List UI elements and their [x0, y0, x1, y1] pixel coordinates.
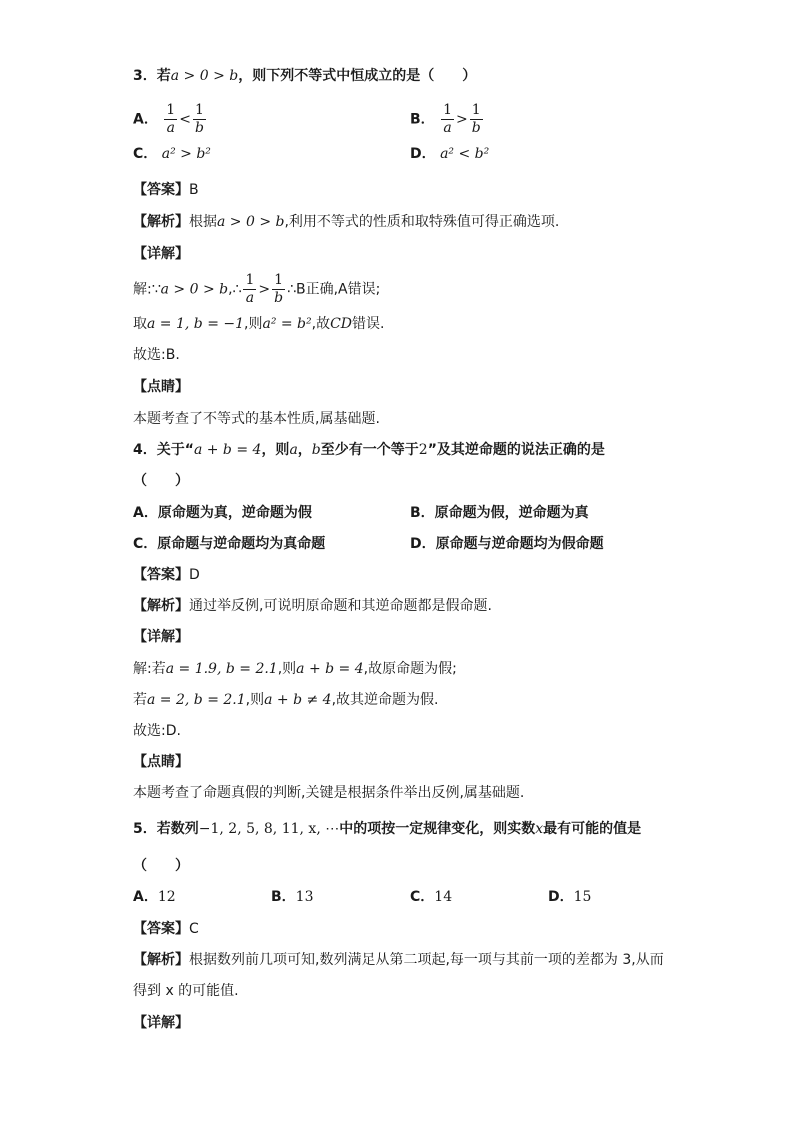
q4-stem-text-b: ，则 — [261, 442, 290, 458]
analysis-text: 得到 x 的可能值. — [133, 983, 239, 999]
q3-option-d — [410, 144, 489, 164]
solution-values: a = 1, b = −1 — [147, 316, 245, 332]
fraction-1-over-a — [164, 102, 177, 137]
fraction-1-over-a — [441, 102, 454, 137]
var-x: x — [535, 821, 544, 837]
q3-condition: a > 0 > b — [170, 68, 239, 84]
answer-value: D — [189, 567, 200, 583]
q5-answer — [133, 919, 199, 939]
q3-number: 3． — [133, 68, 157, 84]
q4-equation: a + b = 4 — [193, 442, 262, 458]
q3-stem — [133, 66, 476, 86]
analysis-tag: 【解析】 — [133, 598, 189, 614]
greater-than-sign: > — [258, 281, 271, 298]
solution-equation: a + b = 4 — [296, 661, 364, 677]
q4-stem — [133, 440, 605, 460]
numerator: 1 — [470, 102, 483, 120]
detail-tag: 【详解】 — [133, 246, 189, 262]
solution-text-c: ,故原命题为假; — [363, 661, 457, 677]
answer-tag: 【答案】 — [133, 567, 189, 583]
q5-sequence: −1, 2, 5, 8, 11, x, ⋯ — [198, 821, 340, 837]
solution-equation: a² = b² — [262, 316, 312, 332]
q4-stem-text-e: ”及其逆命题的说法正确的是 — [427, 442, 605, 458]
q3-option-a — [133, 102, 208, 137]
answer-value: B — [189, 182, 199, 198]
q3-comment — [133, 409, 380, 429]
q4-solution-line-1 — [133, 659, 457, 679]
solution-text-a: 解:若 — [133, 661, 166, 677]
numerator: 1 — [245, 272, 255, 288]
solution-options-cd: CD — [330, 316, 353, 332]
numerator: 1 — [166, 102, 176, 118]
choose-text: 故选:B. — [133, 347, 180, 363]
solution-text-b: ,则 — [277, 661, 297, 677]
analysis-text: 根据数列前几项可知,数列满足从第二项起,每一项与其前一项的差都为 3,从而 — [189, 952, 664, 968]
solution-text-b: ,∴ — [228, 281, 242, 298]
option-label: D． — [548, 889, 574, 905]
q4-option-d — [410, 534, 604, 554]
option-text: B．原命题为假，逆命题为真 — [410, 505, 589, 521]
q5-stem-text-a: 5．若数列 — [133, 821, 199, 837]
answer-paren: （ ） — [133, 473, 189, 489]
q4-detail-tag — [133, 627, 189, 647]
q3-stem-text-a: 若 — [156, 68, 171, 84]
option-label: D． — [410, 146, 436, 162]
denominator: a — [245, 290, 255, 306]
option-value: 13 — [295, 889, 314, 905]
q5-stem-text-c: 最有可能的值是 — [543, 821, 642, 837]
option-label: B． — [410, 111, 435, 128]
q5-stem — [133, 819, 641, 839]
answer-tag: 【答案】 — [133, 182, 189, 198]
denominator: a — [443, 120, 452, 136]
solution-text-c: ∴B正确,A错误; — [287, 281, 381, 298]
answer-tag: 【答案】 — [133, 921, 189, 937]
analysis-text-a: 根据 — [189, 214, 217, 230]
solution-text-c: ,故其逆命题为假. — [331, 692, 439, 708]
q4-option-a — [133, 503, 312, 523]
fraction-1-over-b — [193, 102, 206, 137]
q3-comment-tag — [133, 377, 189, 397]
q5-option-b — [271, 887, 314, 907]
fraction-1-over-a — [243, 272, 256, 307]
q4-solution-line-2 — [133, 690, 439, 710]
option-label: C． — [133, 146, 158, 162]
q5-paren — [133, 856, 189, 876]
q3-option-c — [133, 144, 211, 164]
q4-analysis — [133, 596, 492, 616]
q5-option-d — [548, 887, 591, 907]
q4-answer — [133, 565, 200, 585]
option-value: 15 — [573, 889, 592, 905]
q5-stem-text-b: 中的项按一定规律变化，则实数 — [339, 821, 536, 837]
numerator: 1 — [193, 102, 206, 120]
comment-text: 本题考查了命题真假的判断,关键是根据条件举出反例,属基础题. — [133, 785, 525, 801]
solution-text-a: 若 — [133, 692, 147, 708]
var-b: b — [311, 442, 321, 458]
detail-tag: 【详解】 — [133, 629, 189, 645]
solution-text-a: 解:∵ — [133, 281, 161, 298]
solution-text-b: ,则 — [244, 316, 263, 332]
q5-option-c — [410, 887, 452, 907]
analysis-text: 通过举反例,可说明原命题和其逆命题都是假命题. — [189, 598, 492, 614]
option-value: 14 — [434, 889, 453, 905]
answer-value: C — [189, 921, 199, 937]
analysis-tag: 【解析】 — [133, 214, 189, 230]
comment-tag: 【点睛】 — [133, 754, 189, 770]
option-label: C． — [410, 889, 435, 905]
option-text: D．原命题与逆命题均为假命题 — [410, 536, 604, 552]
solution-text-a: 取 — [133, 316, 147, 332]
denominator: a — [166, 120, 175, 136]
q4-comment — [133, 783, 524, 803]
q3-analysis — [133, 212, 559, 232]
solution-condition: a > 0 > b — [160, 281, 229, 298]
q4-stem-text-a: 4．关于“ — [133, 442, 194, 458]
solution-values: a = 1.9, b = 2.1 — [165, 661, 278, 677]
option-expression: a² < b² — [440, 146, 490, 162]
greater-than-sign: > — [456, 111, 468, 128]
option-label: A． — [133, 889, 158, 905]
solution-text-d: 错误. — [352, 316, 385, 332]
q5-detail-tag — [133, 1013, 189, 1033]
option-text: C．原命题与逆命题均为真命题 — [133, 536, 326, 552]
analysis-tag: 【解析】 — [133, 952, 189, 968]
solution-equation: a + b ≠ 4 — [264, 692, 332, 708]
q5-option-a — [133, 887, 176, 907]
option-label: B． — [271, 889, 296, 905]
q4-comment-tag — [133, 752, 189, 772]
less-than-sign: < — [179, 111, 191, 128]
comment-tag: 【点睛】 — [133, 379, 189, 395]
choose-text: 故选:D. — [133, 723, 181, 739]
option-label: A． — [133, 111, 158, 128]
q4-paren — [133, 471, 189, 491]
answer-paren: （ ） — [133, 858, 189, 874]
q4-stem-text-d: 至少有一个等于 — [320, 442, 419, 458]
q3-choose — [133, 345, 180, 365]
q3-solution-line-2 — [133, 314, 384, 334]
q4-option-c — [133, 534, 325, 554]
option-expression: a² > b² — [161, 146, 211, 162]
q4-stem-text-c: ， — [297, 442, 312, 458]
solution-values: a = 2, b = 2.1 — [147, 692, 246, 708]
solution-text-b: ,则 — [245, 692, 265, 708]
analysis-condition: a > 0 > b — [217, 214, 285, 230]
q4-choose — [133, 721, 181, 741]
var-a: a — [289, 442, 298, 458]
q3-option-b — [410, 102, 485, 137]
numerator: 1 — [443, 102, 453, 118]
option-value: 12 — [157, 889, 176, 905]
detail-tag: 【详解】 — [133, 1015, 189, 1031]
q5-analysis-line-2 — [133, 981, 239, 1001]
comment-text: 本题考查了不等式的基本性质,属基础题. — [133, 411, 380, 427]
fraction-1-over-b — [470, 102, 483, 137]
q3-detail-tag — [133, 244, 189, 264]
q4-value-two: 2 — [418, 442, 428, 458]
option-text: A．原命题为真，逆命题为假 — [133, 505, 312, 521]
numerator: 1 — [272, 272, 285, 290]
q4-option-b — [410, 503, 589, 523]
denominator: b — [274, 290, 284, 306]
denominator: b — [471, 120, 481, 136]
solution-text-c: ,故 — [311, 316, 331, 332]
q3-answer — [133, 180, 199, 200]
analysis-text-b: ,利用不等式的性质和取特殊值可得正确选项. — [284, 214, 560, 230]
q5-analysis-line-1 — [133, 950, 664, 970]
q3-stem-text-b: ，则下列不等式中恒成立的是（ ） — [238, 68, 477, 84]
q3-solution-line-1 — [133, 272, 380, 307]
fraction-1-over-b — [272, 272, 285, 307]
denominator: b — [194, 120, 204, 136]
